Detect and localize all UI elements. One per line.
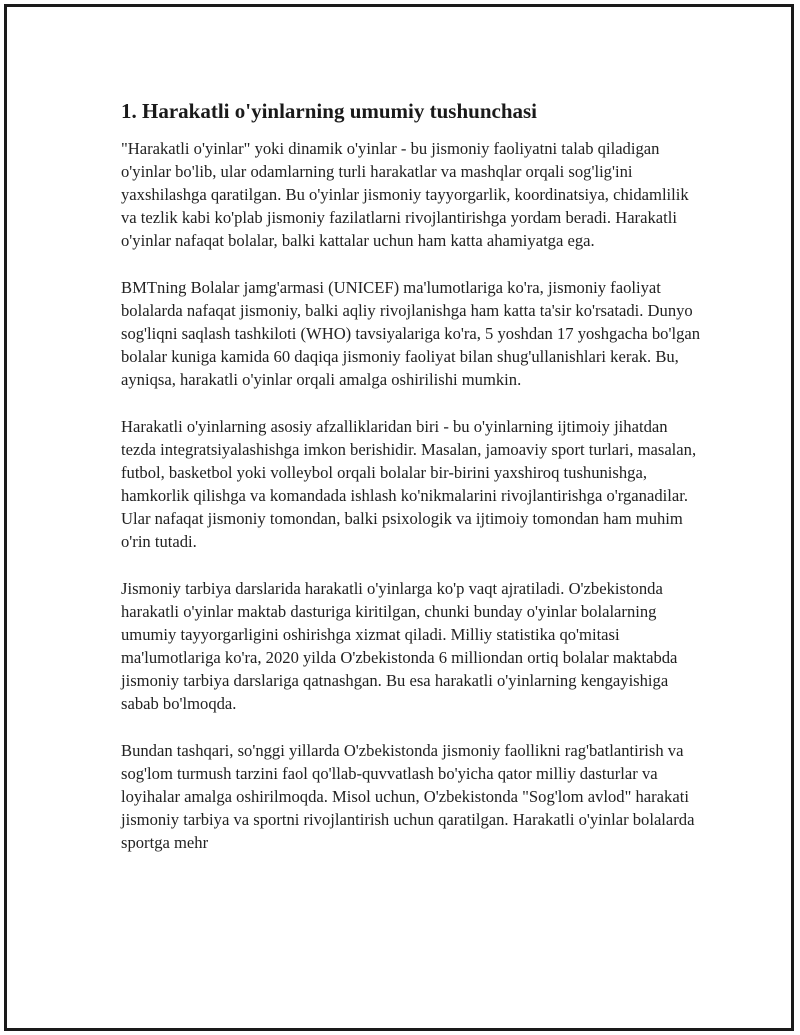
paragraph-intro: "Harakatli o'yinlar" yoki dinamik o'yinlar - bu jismoniy faoliyatni talab qiladigan o'yinlar bo'lib, ular odamlarning turli harakatlar va mashqlar orqali sog'lig'ini yaxshilashga qaratilgan. Bu o'yinlar jismoniy tayyorgarlik, koordinatsiya, chidamlilik va tezlik kabi ko'plab jismoniy fazilatlarni rivojlantirishga yordam beradi. Harakatli o'yinlar nafaqat bolalar, balki kattalar uchun ham katta ahamiyatga ega. [121, 139, 689, 250]
paragraph-national-programs: Bundan tashqari, so'nggi yillarda O'zbekistonda jismoniy faollikni rag'batlantirish va sog'lom turmush tarzini faol qo'llab-quvvatlash bo'yicha qator milliy dasturlar va loyihalar amalga oshirilmoqda. Misol uchun, O'zbekistonda "Sog'lom avlod" harakati jismoniy tarbiya va sportni rivojlantirish uchun qaratilgan. Harakatli o'yinlar bolalarda sportga mehr [121, 741, 695, 852]
document-body [121, 97, 701, 878]
paragraph-social-benefits: Harakatli o'yinlarning asosiy afzalliklaridan biri - bu o'yinlarning ijtimoiy jihatdan tezda integratsiyalashishga imkon berishidir. Masalan, jamoaviy sport turlari, masalan, futbol, basketbol yoki volleybol orqali bolalar bir-birini yaxshiroq tushunishga, hamkorlik qilishga va komandada ishlash ko'nikmalarini rivojlantirishga o'rganadilar. Ular nafaqat jismoniy tomondan, balki psixologik va ijtimoiy tomondan ham muhim o'rin tutadi. [121, 417, 697, 551]
paragraph-unicef-who: BMTning Bolalar jamg'armasi (UNICEF) ma'lumotlariga ko'ra, jismoniy faoliyat bolalarda nafaqat jismoniy, balki aqliy rivojlanishga ham katta ta'sir ko'rsatadi. Dunyo sog'liqni saqlash tashkiloti (WHO) tavsiyalariga ko'ra, 5 yoshdan 17 yoshgacha bo'lgan bolalar kuniga kamida 60 daqiqa jismoniy faoliyat bilan shug'ullanishlari kerak. Bu, ayniqsa, harakatli o'yinlar orqali amalga oshirilishi mumkin. [121, 278, 701, 389]
section-heading: 1. Harakatli o'yinlarning umumiy tushunchasi [121, 99, 538, 123]
document-page [4, 4, 794, 1031]
paragraph-physical-education: Jismoniy tarbiya darslarida harakatli o'yinlarga ko'p vaqt ajratiladi. O'zbekistonda harakatli o'yinlar maktab dasturiga kiritilgan, chunki bunday o'yinlar bolalarning umumiy tayyorgarligini oshirishga xizmat qiladi. Milliy statistika qo'mitasi ma'lumotlariga ko'ra, 2020 yilda O'zbekistonda 6 milliondan ortiq bolalar maktabda jismoniy tarbiya darslariga qatnashgan. Bu esa harakatli o'yinlarning kengayishiga sabab bo'lmoqda. [121, 579, 678, 713]
